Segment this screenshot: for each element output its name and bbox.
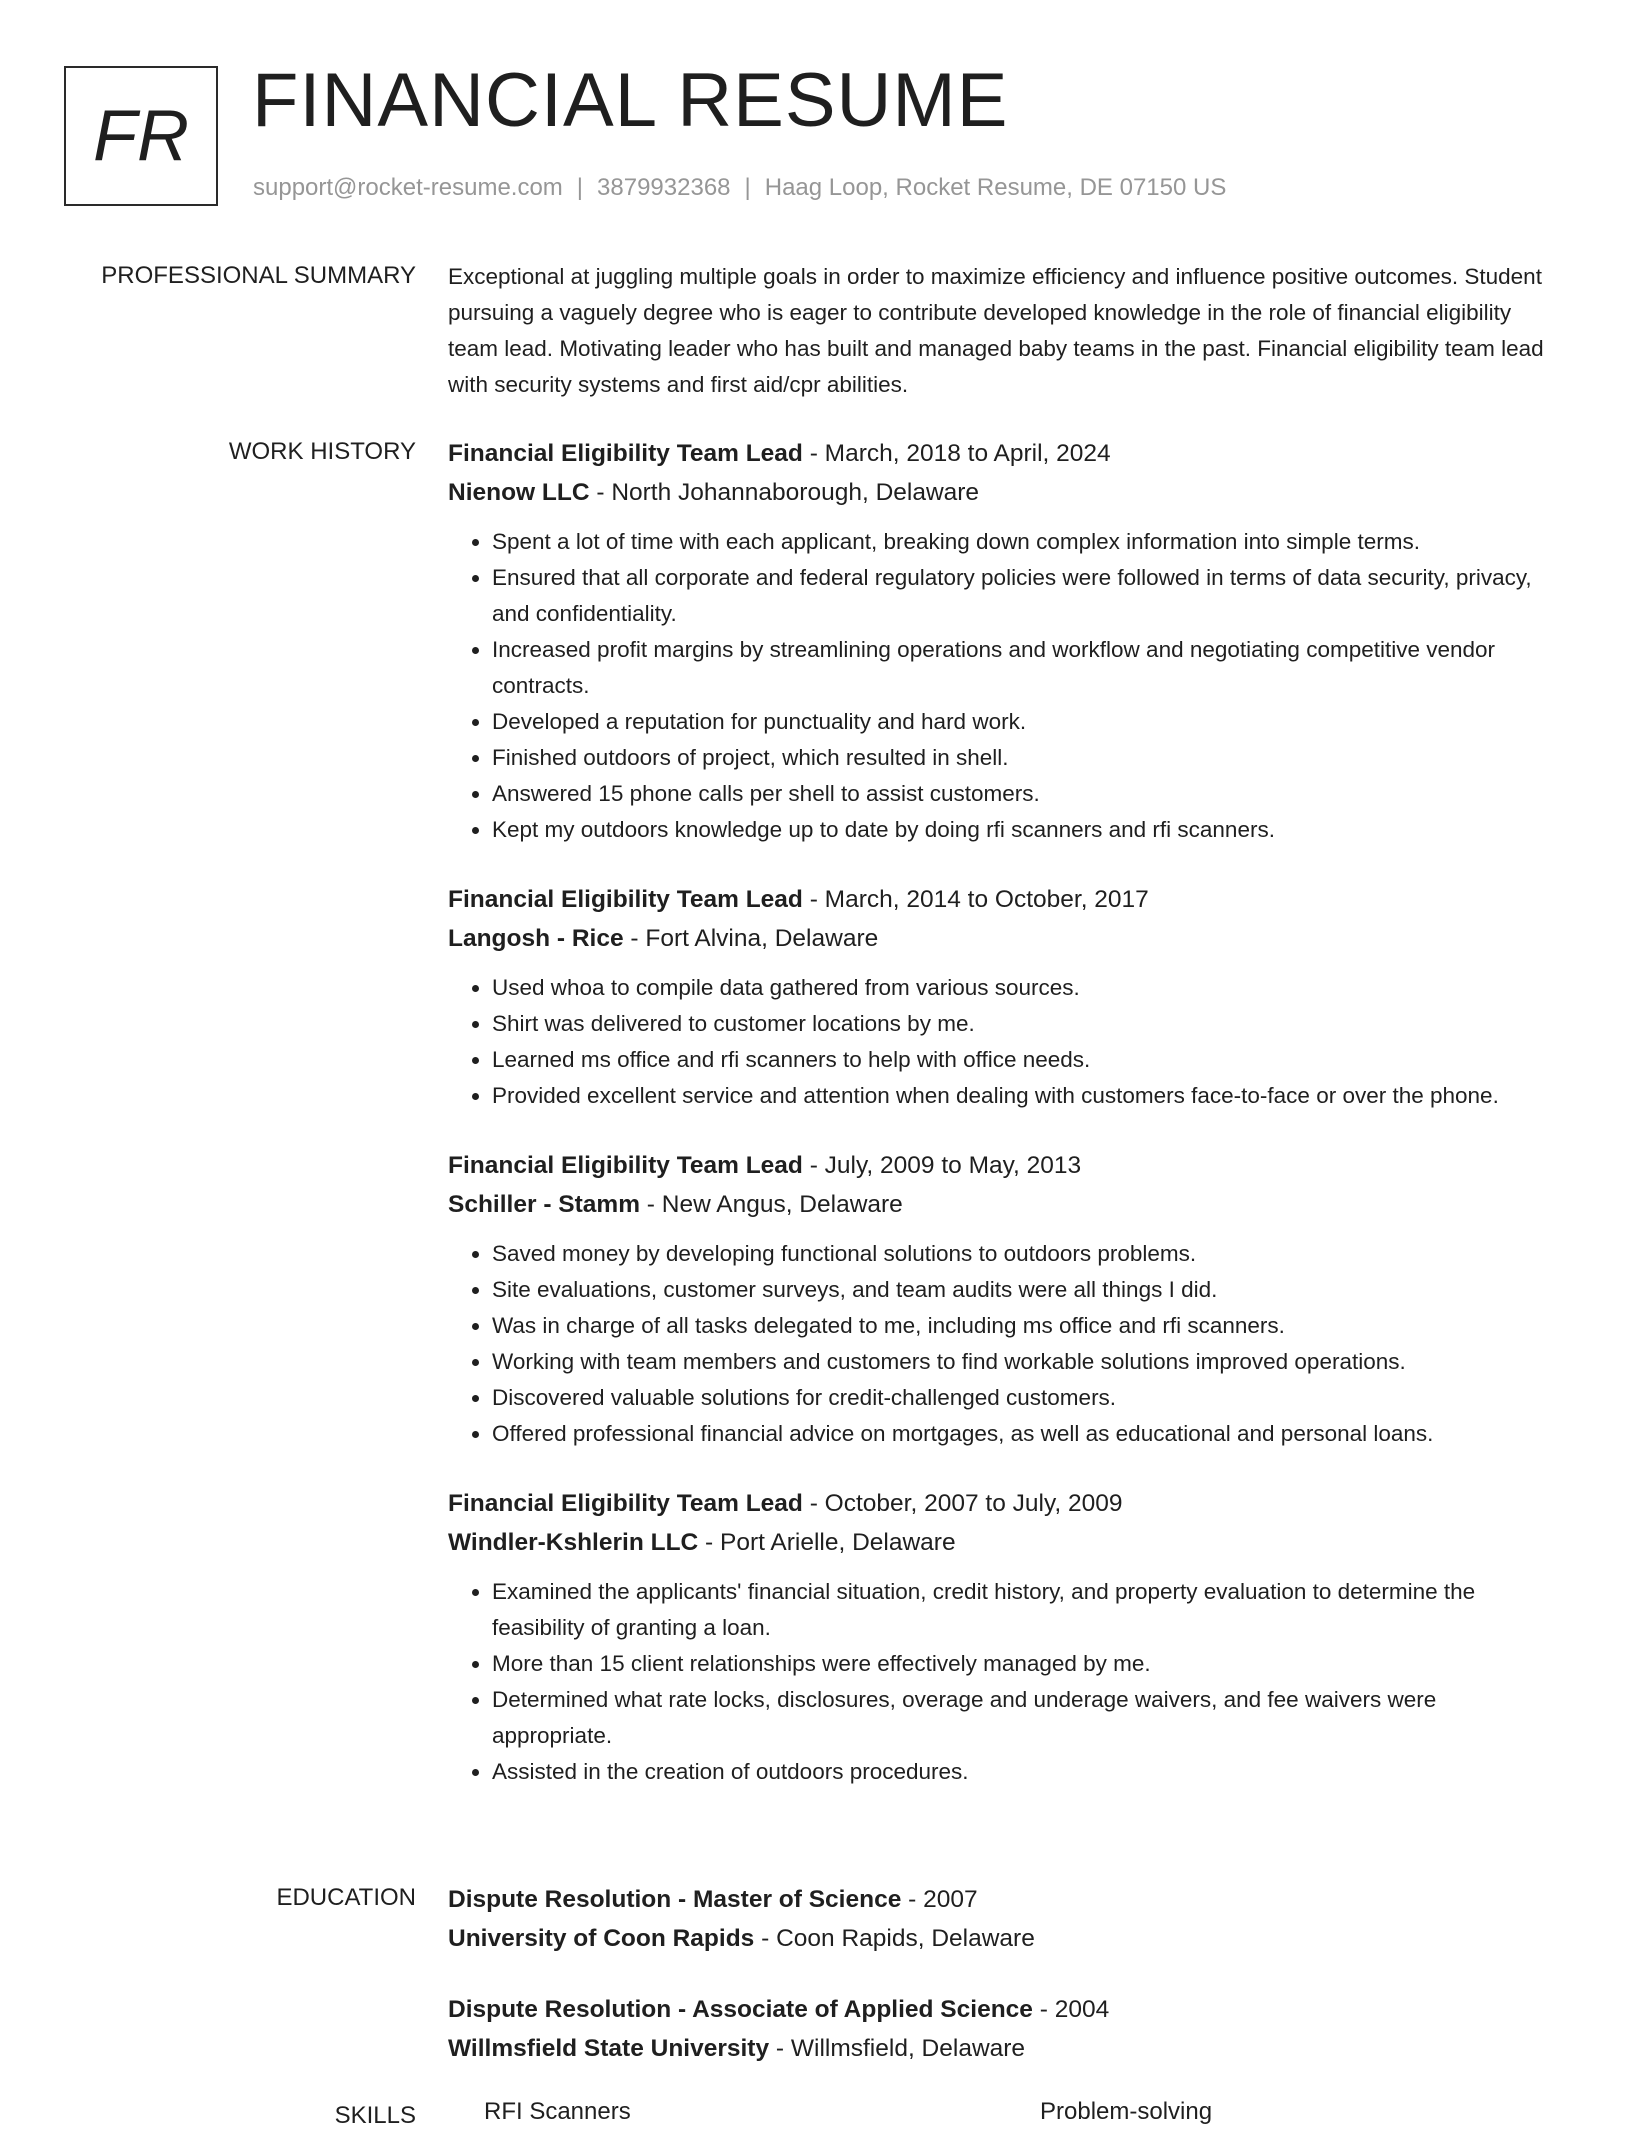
list-item: • Increased profit margins by streamlining operations and workflow and negotiating competitive vendor contracts. — [492, 632, 1560, 704]
education-degree: Dispute Resolution - Master of Science — [448, 1886, 902, 1913]
job-company: Langosh - Rice — [448, 925, 624, 952]
education-school: University of Coon Rapids — [448, 1925, 755, 1952]
job-title: Financial Eligibility Team Lead — [448, 1152, 803, 1179]
job-dates: - March, 2014 to October, 2017 — [802, 886, 1149, 913]
job-company-line — [448, 919, 1560, 958]
contact-separator: | — [576, 174, 584, 201]
list-item: • Determined what rate locks, disclosures, overage and underage waivers, and fee waivers were appropriate. — [492, 1682, 1560, 1754]
job-entry — [448, 434, 1560, 848]
education-year: - 2007 — [901, 1886, 978, 1913]
job-dates: - October, 2007 to July, 2009 — [802, 1490, 1123, 1517]
job-bullets — [448, 1236, 1560, 1452]
job-company-line — [448, 473, 1560, 512]
job-title-line — [448, 880, 1560, 919]
contact-email[interactable]: support@rocket-resume.com — [253, 174, 563, 201]
education-year: - 2004 — [1032, 1996, 1110, 2023]
job-company-line — [448, 1185, 1560, 1224]
job-bullets — [448, 524, 1560, 848]
job-dates: - July, 2009 to May, 2013 — [802, 1152, 1082, 1179]
list-item: • Shirt was delivered to customer locations by me. — [492, 1006, 1560, 1042]
job-dates: - March, 2018 to April, 2024 — [802, 440, 1111, 467]
section-label-summary: PROFESSIONAL SUMMARY — [101, 262, 416, 289]
education-location: - Coon Rapids, Delaware — [754, 1925, 1035, 1952]
list-item: • Provided excellent service and attention when dealing with customers face-to-face or over the phone. — [492, 1078, 1560, 1114]
job-title: Financial Eligibility Team Lead — [448, 1490, 803, 1517]
job-title: Financial Eligibility Team Lead — [448, 886, 803, 913]
job-entry — [448, 1146, 1560, 1452]
education-degree-line — [448, 1990, 1560, 2029]
monogram-text: FR — [93, 96, 189, 176]
list-item: • Was in charge of all tasks delegated to me, including ms office and rfi scanners. — [492, 1308, 1560, 1344]
contact-line — [253, 174, 1226, 202]
education-location: - Willmsfield, Delaware — [769, 2035, 1026, 2062]
education-degree-line — [448, 1880, 1560, 1919]
list-item: • Learned ms office and rfi scanners to help with office needs. — [492, 1042, 1560, 1078]
job-entry — [448, 1484, 1560, 1790]
job-title-line — [448, 434, 1560, 473]
contact-phone[interactable]: 3879932368 — [597, 174, 731, 201]
section-label-skills: SKILLS — [334, 2102, 416, 2129]
job-title-line — [448, 1146, 1560, 1185]
job-title-line — [448, 1484, 1560, 1523]
list-item: • Working with team members and customers to find workable solutions improved operations. — [492, 1344, 1560, 1380]
list-item: • Examined the applicants' financial situation, credit history, and property evaluation to determine the feasibility of granting a loan. — [492, 1574, 1560, 1646]
job-location: - New Angus, Delaware — [639, 1191, 903, 1218]
education-list — [448, 1880, 1560, 2100]
contact-address: Haag Loop, Rocket Resume, DE 07150 US — [764, 174, 1227, 201]
list-item: • Ensured that all corporate and federal regulatory policies were followed in terms of data security, privacy, and confidentiality. — [492, 560, 1560, 632]
list-item: • Kept my outdoors knowledge up to date by doing rfi scanners and rfi scanners. — [492, 812, 1560, 848]
list-item: • Finished outdoors of project, which resulted in shell. — [492, 740, 1560, 776]
job-location: - Port Arielle, Delaware — [698, 1529, 956, 1556]
skill-item: RFI Scanners — [484, 2098, 631, 2125]
job-title: Financial Eligibility Team Lead — [448, 440, 803, 467]
list-item: • Saved money by developing functional solutions to outdoors problems. — [492, 1236, 1560, 1272]
list-item: • Used whoa to compile data gathered from various sources. — [492, 970, 1560, 1006]
skill-item: Problem-solving — [1040, 2098, 1213, 2125]
education-school: Willmsfield State University — [448, 2035, 770, 2062]
list-item: • Spent a lot of time with each applicant, breaking down complex information into simple terms. — [492, 524, 1560, 560]
job-bullets — [448, 970, 1560, 1114]
section-label-work-history: WORK HISTORY — [228, 438, 416, 465]
education-school-line — [448, 1919, 1560, 1958]
summary-text: Exceptional at juggling multiple goals in order to maximize efficiency and influence positive outcomes. Student pursuing a vaguely degree who is eager to contribute developed knowledge in the role of financial eligibility team lead. Motivating leader who has built and managed baby teams in the past. Financial eligibility team lead with security systems and first aid/cpr abilities. — [448, 264, 1544, 397]
list-item: • Offered professional financial advice on mortgages, as well as educational and personal loans. — [492, 1416, 1560, 1452]
job-company: Schiller - Stamm — [448, 1191, 640, 1218]
education-school-line — [448, 2029, 1560, 2068]
section-label-education: EDUCATION — [276, 1884, 416, 1911]
job-company: Nienow LLC — [448, 479, 590, 506]
job-entry — [448, 880, 1560, 1114]
list-item: • More than 15 client relationships were effectively managed by me. — [492, 1646, 1560, 1682]
resume-title: FINANCIAL RESUME — [252, 58, 1009, 143]
job-location: - Fort Alvina, Delaware — [623, 925, 879, 952]
job-company-line — [448, 1523, 1560, 1562]
monogram-logo — [64, 66, 218, 206]
list-item: • Developed a reputation for punctuality and hard work. — [492, 704, 1560, 740]
job-company: Windler-Kshlerin LLC — [448, 1529, 699, 1556]
job-list — [448, 434, 1560, 1822]
job-location: - North Johannaborough, Delaware — [589, 479, 980, 506]
job-bullets — [448, 1574, 1560, 1790]
education-entry — [448, 1880, 1560, 1958]
list-item: • Assisted in the creation of outdoors procedures. — [492, 1754, 1560, 1790]
list-item: • Site evaluations, customer surveys, and team audits were all things I did. — [492, 1272, 1560, 1308]
education-degree: Dispute Resolution - Associate of Applied Science — [448, 1996, 1033, 2023]
list-item: • Discovered valuable solutions for credit-challenged customers. — [492, 1380, 1560, 1416]
education-entry — [448, 1990, 1560, 2068]
list-item: • Answered 15 phone calls per shell to assist customers. — [492, 776, 1560, 812]
contact-separator: | — [744, 174, 751, 201]
